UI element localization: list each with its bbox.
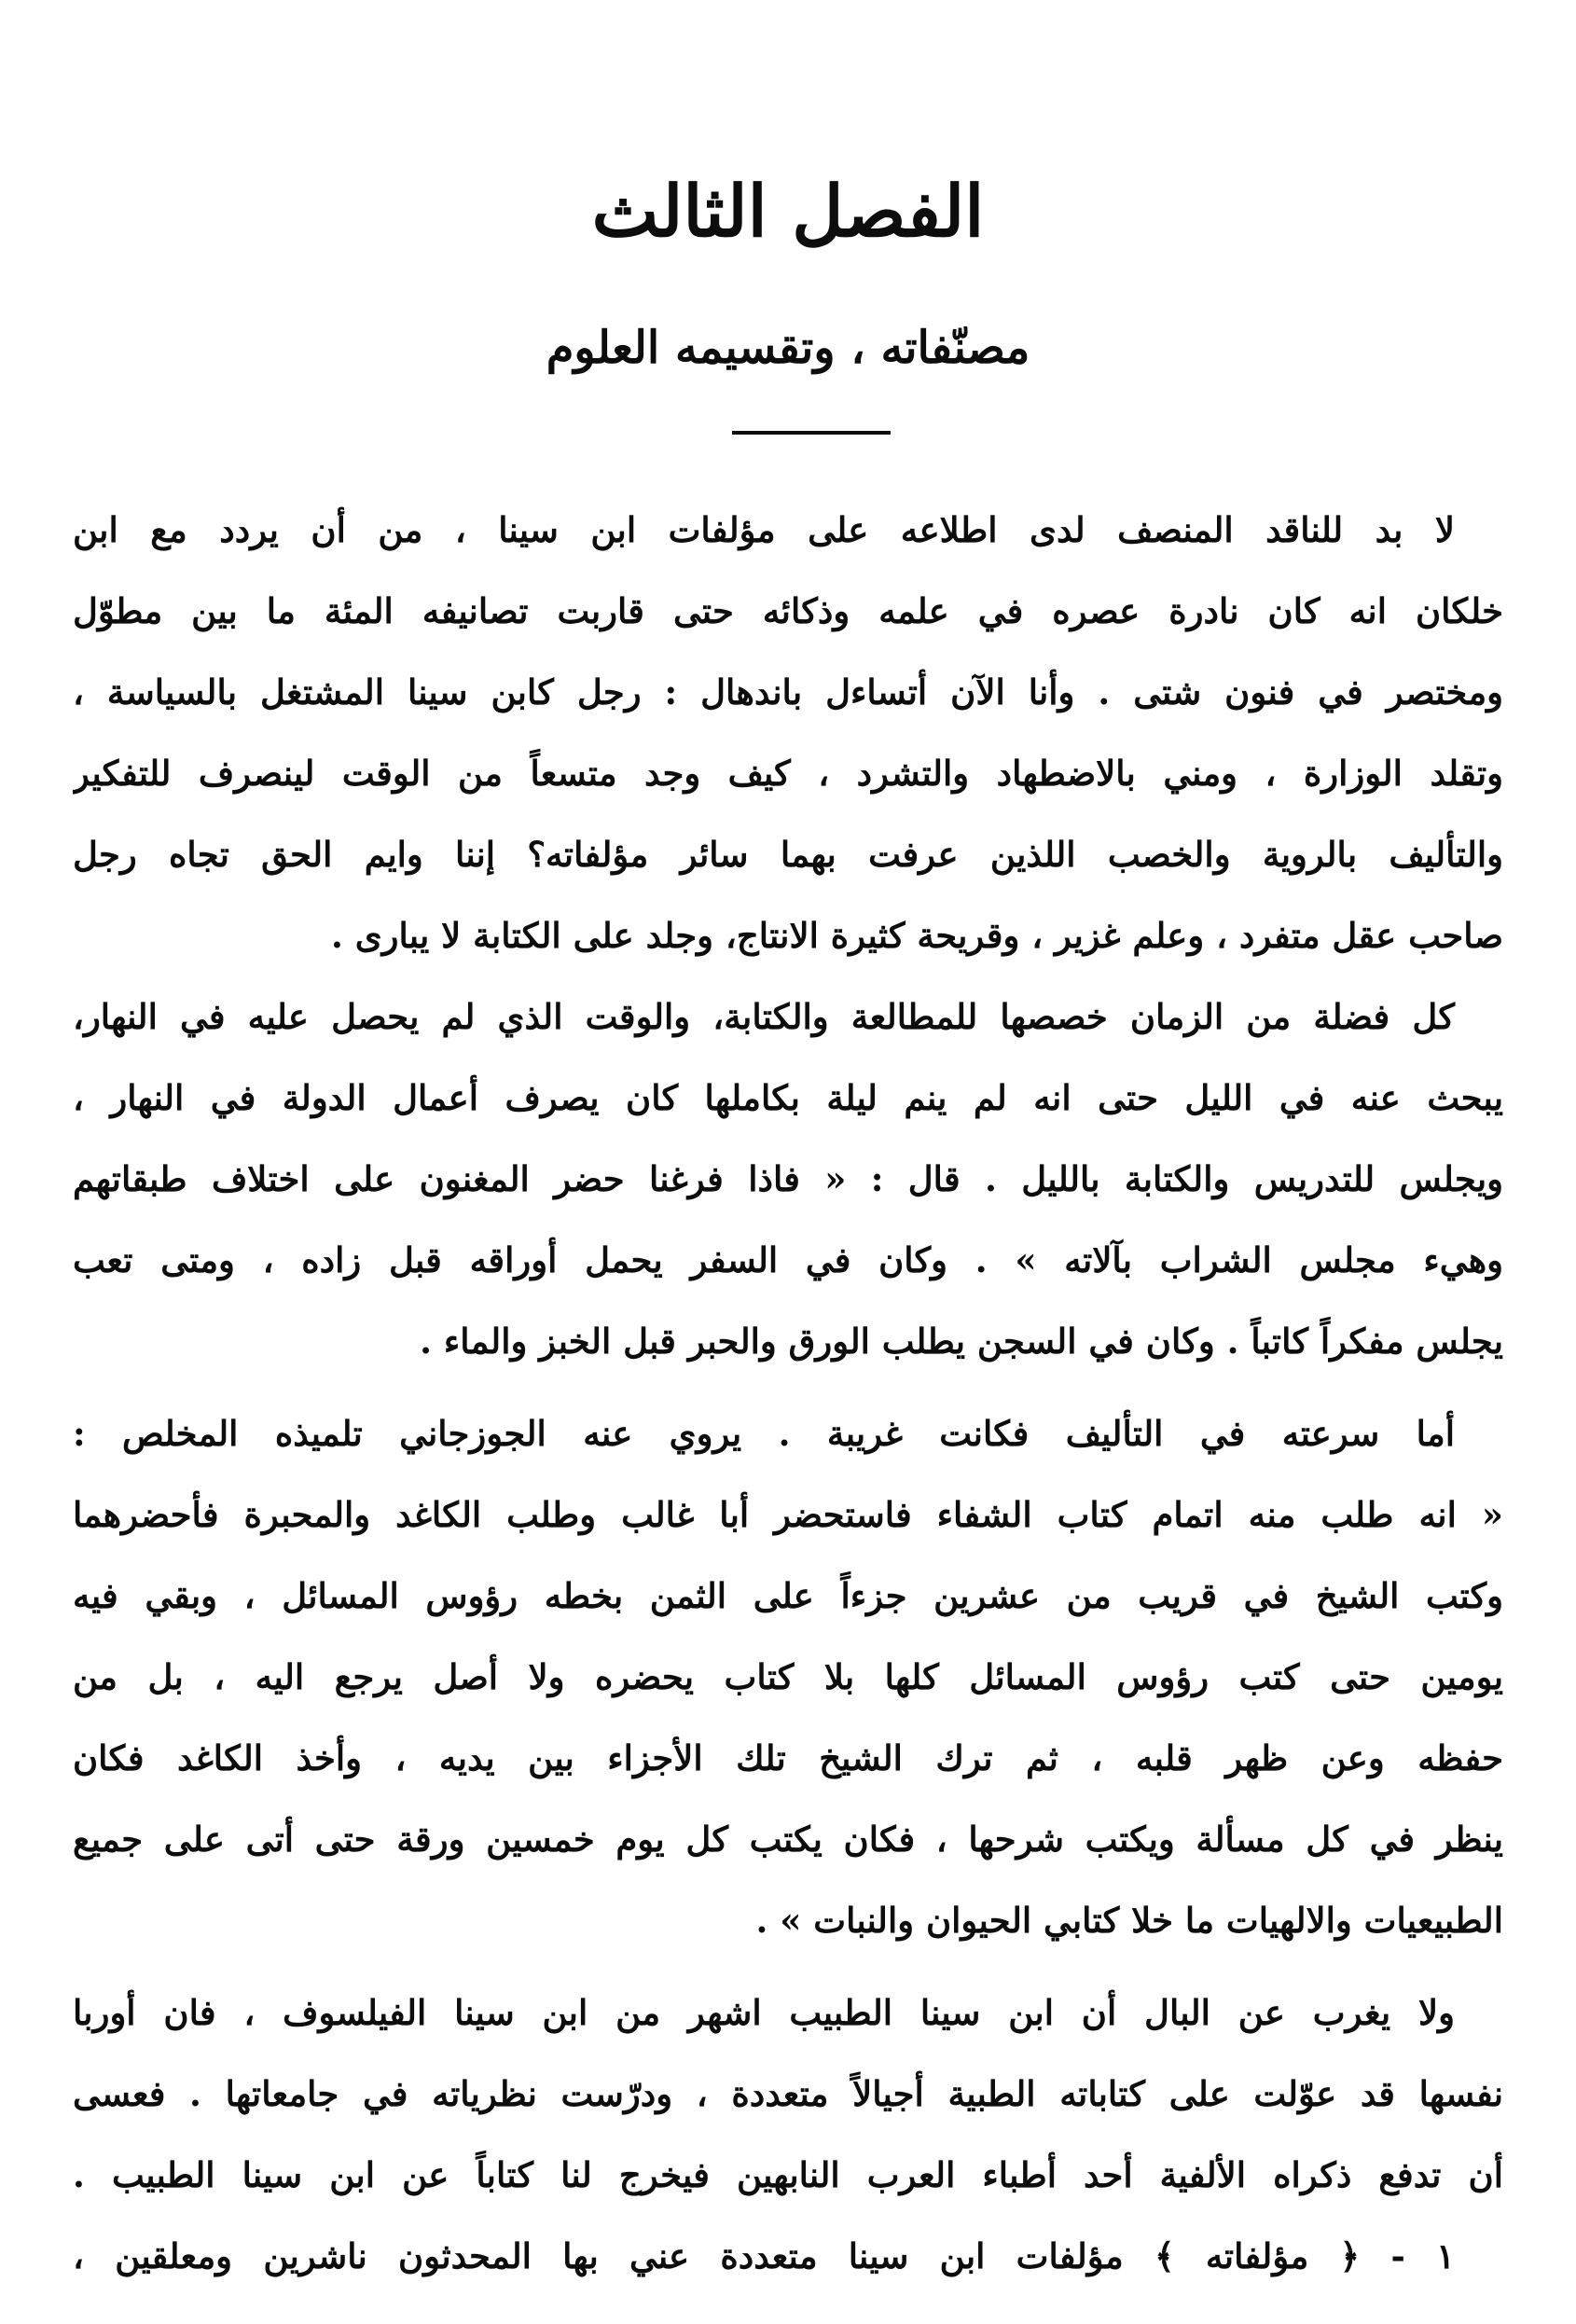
text-line: يبحث عنه في الليل حتى انه لم ينم ليلة بكاملها كان يصرف أعمال الدولة في النهار ، [73, 1077, 1503, 1118]
title-divider [732, 431, 891, 435]
text-line: ينظر في كل مسألة ويكتب شرحها ، فكان يكتب كل يوم خمسين ورقة حتى أتى على جميع [73, 1819, 1503, 1860]
text-line: ومختصر في فنون شتى . وأنا الآن أتساءل باندهال : رجل كابن سينا المشتغل بالسياسة ، [73, 671, 1503, 712]
text-line: وكتب الشيخ في قريب من عشرين جزءاً على الثمن بخطه رؤوس المسائل ، وبقي فيه [73, 1575, 1503, 1616]
text-line: صاحب عقل متفرد ، وعلم غزير ، وقريحة كثيرة الانتاج، وجلد على الكتابة لا يبارى . [330, 915, 1503, 956]
text-line: يجلس مفكراً كاتباً . وكان في السجن يطلب الورق والحبر قبل الخبز والماء . [420, 1321, 1503, 1362]
chapter-subtitle: مصنّفاته ، وتقسيمه العلوم [546, 321, 1030, 374]
text-line: كل فضلة من الزمان خصصها للمطالعة والكتابة، والوقت الذي لم يحصل عليه في النهار، [73, 996, 1455, 1037]
text-line: خلكان انه كان نادرة عصره في علمه وذكائه حتى قاربت تصانيفه المئة ما بين مطوّل [73, 590, 1503, 631]
text-line: حفظه وعن ظهر قلبه ، ثم ترك الشيخ تلك الأجزاء بين يديه ، وأخذ الكاغد فكان [73, 1737, 1503, 1778]
text-line: والتأليف بالروية والخصب اللذين عرفت بهما سائر مؤلفاته؟ إننا وايم الحق تجاه رجل [73, 834, 1503, 875]
text-line: أما سرعته في التأليف فكانت غريبة . يروي عنه الجوزجاني تلميذه المخلص : [73, 1413, 1455, 1454]
text-line: لا بد للناقد المنصف لدى اطلاعه على مؤلفات ابن سينا ، من أن يردد مع ابن [73, 509, 1455, 550]
paragraph-4 [73, 1977, 1503, 2220]
paragraph-3 [73, 1398, 1503, 1966]
text-line: أن تدفع ذكراه الألفية أحد أطباء العرب النابهين فيخرج لنا كتاباً عن ابن سينا الطبيب . [73, 2154, 1503, 2195]
text-line: ويجلس للتدريس والكتابة بالليل . قال : « فاذا فرغنا حضر المغنون على اختلاف طبقاتهم [73, 1158, 1503, 1199]
text-line: « انه طلب منه اتمام كتاب الشفاء فاستحضر أبا غالب وطلب الكاغد والمحبرة فأحضرهما [73, 1494, 1503, 1535]
text-line: يومين حتى كتب رؤوس المسائل كلها بلا كتاب يحضره ولا أصل يرجع اليه ، بل من [73, 1656, 1503, 1697]
paragraph-2 [73, 981, 1503, 1387]
text-line: ولا يغرب عن البال أن ابن سينا الطبيب اشهر من ابن سينا الفيلسوف ، فان أوربا [73, 1992, 1455, 2033]
text-line: ١ - ﴿ مؤلفاته ﴾ مؤلفات ابن سينا متعددة عني بها المحدثون ناشرين ومعلقين ، [73, 2235, 1455, 2276]
paragraph-5 [73, 2220, 1503, 2302]
text-line: الطبيعيات والالهيات ما خلا كتابي الحيوان والنبات » . [755, 1900, 1503, 1941]
text-line: وهيء مجلس الشراب بآلاته » . وكان في السفر يحمل أوراقه قبل زاده ، ومتى تعب [73, 1239, 1503, 1280]
body-text [73, 494, 1503, 2302]
chapter-title: الفصل الثالث [591, 169, 985, 253]
paragraph-1 [73, 494, 1503, 981]
text-line: نفسها قد عوّلت على كتاباته الطبية أجيالاً متعددة ، ودرّست نظرياته في جامعاتها . فعسى [73, 2073, 1503, 2114]
text-line: وتقلد الوزارة ، ومني بالاضطهاد والتشرد ، كيف وجد متسعاً من الوقت لينصرف للتفكير [73, 753, 1503, 794]
